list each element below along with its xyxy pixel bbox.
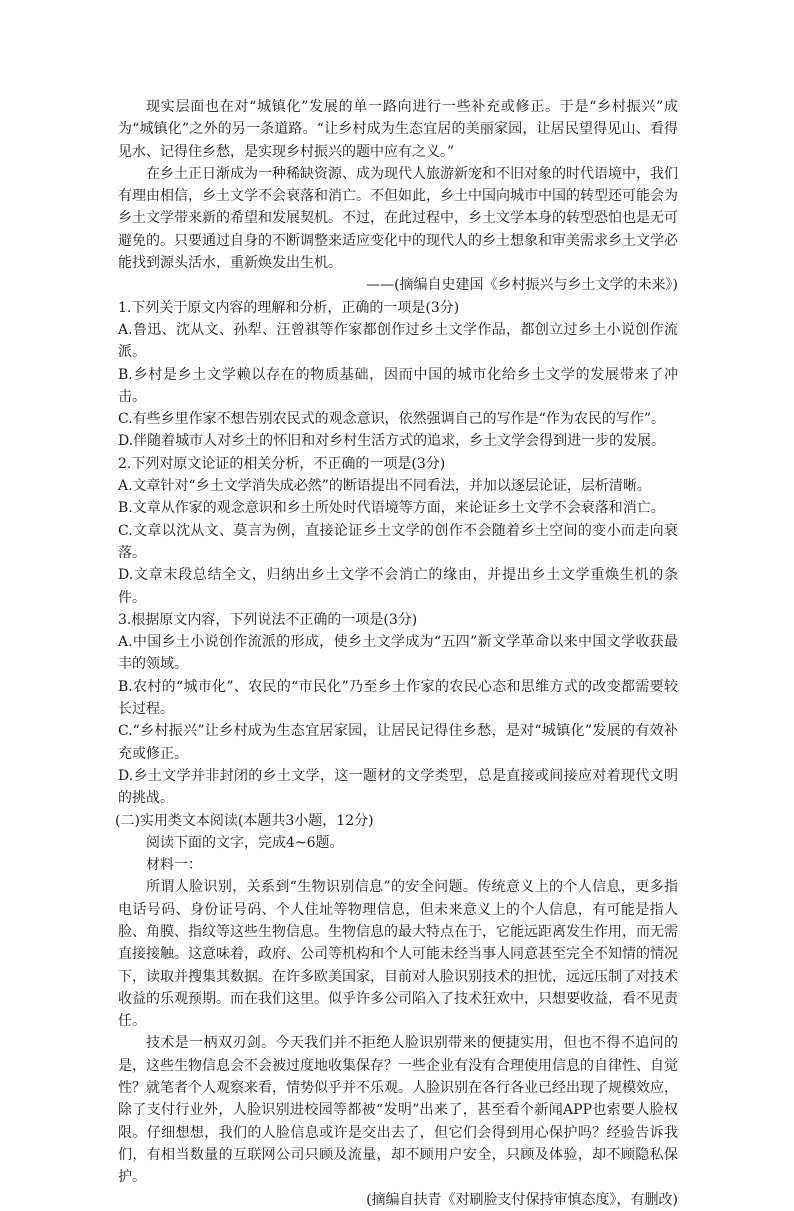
document-page (115, 96, 678, 1211)
material-label: 材料一： (146, 857, 202, 874)
paragraph: 现实层面也在对“城镇化”发展的单一路向进行一些补充或修正。于是“乡村振兴”成为“城镇化”之外的另一条道路。“让乡村成为生态宜居的美丽家园，让居民望得见山、看得见水、记得住乡愁，是实现乡村振兴的题中应有之义。” (118, 99, 678, 160)
option: A.鲁迅、沈从文、孙犁、汪曾祺等作家都创作过乡土文学作品，都创立过乡土小说创作流派。 (118, 321, 678, 361)
question-stem: 3.根据原文内容，下列说法不正确的一项是(3分) (118, 611, 418, 628)
question-stem: 1.下列关于原文内容的理解和分析，正确的一项是(3分) (118, 299, 460, 316)
option: B.农村的“城市化”、农民的“市民化”乃至乡土作家的农民心态和思维方式的改变都需要较长过程。 (118, 678, 678, 718)
option: B.乡村是乡土文学赖以存在的物质基础，因而中国的城市化给乡土文学的发展带来了冲击。 (118, 366, 678, 405)
source-citation: (摘编自扶青《对刷脸支付保持审慎态度》，有删改) (366, 1191, 678, 1208)
source-citation: ——(摘编自史建国《乡村振兴与乡土文学的未来》) (366, 277, 678, 294)
option: D.伴随着城市人对乡土的怀旧和对乡村生活方式的追求，乡土文学会得到进一步的发展。 (118, 433, 666, 450)
option: D.文章末段总结全文，归纳出乡土文学不会消亡的缘由，并提出乡土文学重焕生机的条件。 (118, 567, 678, 606)
option: B.文章从作家的观念意识和乡土所处时代语境等方面，来论证乡土文学不会衰落和消亡。 (118, 500, 665, 517)
option: A.文章针对“乡土文学消失成必然”的断语提出不同看法，并加以逐层论证，层析清晰。 (118, 478, 651, 495)
instruction: 阅读下面的文字，完成4~6题。 (146, 834, 344, 851)
option: A.中国乡土小说创作流派的形成，使乡土文学成为“五四”新文学革命以来中国文学收获最丰的领域。 (118, 634, 678, 673)
paragraph: 所谓人脸识别，关系到“生物识别信息”的安全问题。传统意义上的个人信息，更多指电话号码、身份证号码、个人住址等物理信息，但未来意义上的个人信息，有可能是指人脸、角膜、指纹等这些生物信息。生物信息的最大特点在于，它能远距离发生作用，而无需直接接触。这意味着，政府、公司等机构和个人可能未经当事人同意甚至完全不知情的情况下，读取并搜集其数据。在许多欧美国家，目前对人脸识别技术的担忧，远远压制了对技术收益的乐观预期。而在我们这里。似乎许多公司陷入了技术狂欢中，只想要收益，看不见责任。 (118, 879, 678, 1030)
question-stem: 2.下列对原文论证的相关分析，不正确的一项是(3分) (118, 455, 446, 472)
option: C.“乡村振兴”让乡村成为生态宜居家园，让居民记得住乡愁，是对“城镇化”发展的有效补充或修正。 (118, 723, 678, 762)
paragraph: 技术是一柄双刃剑。今天我们并不拒绝人脸识别带来的便捷实用，但也不得不追问的是，这些生物信息会不会被过度地收集保存？一些企业有没有合理使用信息的自律性、自觉性？就笔者个人观察来看，情势似乎并不乐观。人脸识别在各行各业已经出现了规模效应，除了支付行业外，人脸识别进校园等都被“发明”出来了，甚至看个新闻APP也索要人脸权限。仔细想想，我们的人脸信息或许是交出去了，但它们会得到用心保护吗？经验告诉我们，有相当数量的互联网公司只顾及流量，却不顾用户安全，只顾及体验，却不顾隐私保护。 (118, 1035, 678, 1186)
section-title: (二)实用类文本阅读(本题共3小题，12分) (115, 812, 374, 829)
option: D.乡土文学并非封闭的乡土文学，这一题材的文学类型，总是直接或间接应对着现代文明的挑战。 (118, 767, 678, 807)
option: C.文章以沈从文、莫言为例，直接论证乡土文学的创作不会随着乡土空间的变小而走向衰落。 (118, 522, 678, 561)
option: C.有些乡里作家不想告别农民式的观念意识，依然强调自己的写作是“作为农民的写作”。 (118, 411, 665, 428)
paragraph: 在乡土正日渐成为一种稀缺资源、成为现代人旅游新宠和不旧对象的时代语境中，我们有理由相信，乡土文学不会衰落和消亡。不但如此，乡土中国向城市中国的转型还可能会为乡土文学带来新的希望和发展契机。不过，在此过程中，乡土文学本身的转型恐怕也是无可避免的。只要通过自身的不断调整来适应变化中的现代人的乡土想象和审美需求乡土文学必能找到源头活水，重新焕发出生机。 (118, 165, 678, 272)
